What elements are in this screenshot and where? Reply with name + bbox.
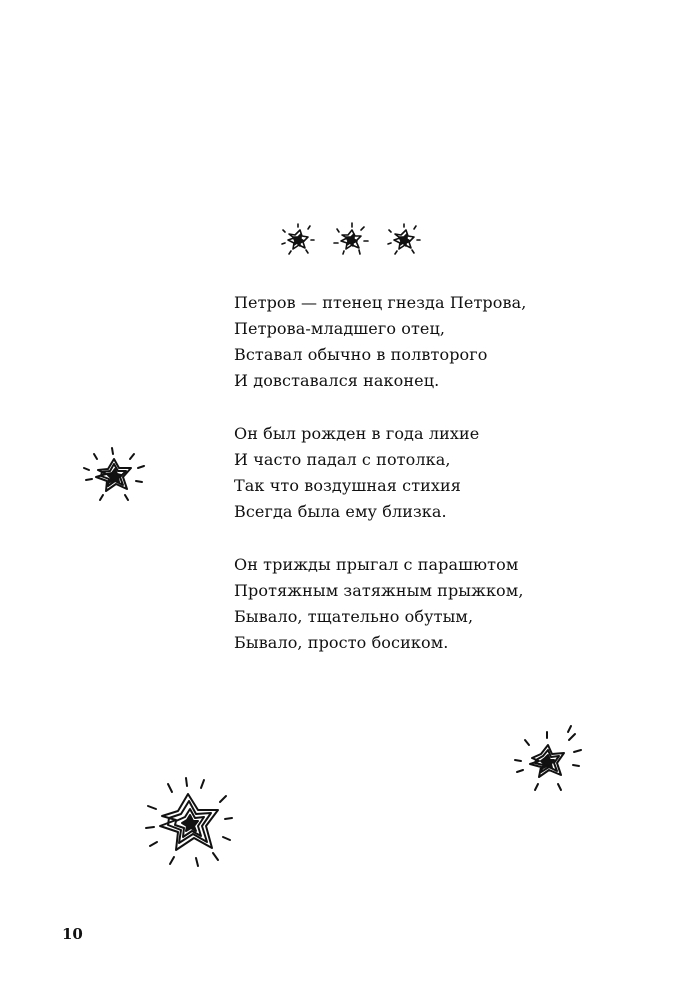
poem-line: Бывало, просто босиком.: [234, 633, 449, 652]
star-doodle-icon: [515, 726, 581, 790]
page-number: 10: [62, 925, 83, 943]
divider-stars: [276, 216, 436, 266]
poem-line: Всегда была ему близка.: [234, 502, 447, 521]
poem-line: Петрова-младшего отец,: [234, 319, 446, 338]
star-doodle-icon: [84, 448, 144, 500]
poem-line: Так что воздушная стихия: [234, 476, 461, 495]
stanza: [234, 421, 594, 525]
poem-line: Протяжным затяжным прыжком,: [234, 581, 524, 600]
margin-doodle-bottom: [140, 772, 240, 872]
poem-line: Бывало, тщательно обутым,: [234, 607, 474, 626]
poem: [234, 290, 594, 683]
star-doodle-icon: [334, 223, 368, 254]
poem-line: И часто падал с потолка,: [234, 450, 451, 469]
margin-doodle-left: [74, 440, 154, 510]
stanza: [234, 552, 594, 656]
star-doodle-icon: [388, 224, 420, 254]
poem-line: Вставал обычно в полвторого: [234, 345, 488, 364]
poem-line: И довставался наконец.: [234, 371, 440, 390]
star-doodle-icon: [146, 778, 232, 866]
section-divider: [276, 216, 436, 266]
stanza: [234, 290, 594, 394]
poem-line: Он трижды прыгал с парашютом: [234, 555, 519, 574]
star-doodle-icon: [282, 224, 314, 254]
poem-line: Петров — птенец гнезда Петрова,: [234, 293, 527, 312]
poem-line: Он был рожден в года лихие: [234, 424, 480, 443]
margin-doodle-right: [505, 720, 589, 800]
